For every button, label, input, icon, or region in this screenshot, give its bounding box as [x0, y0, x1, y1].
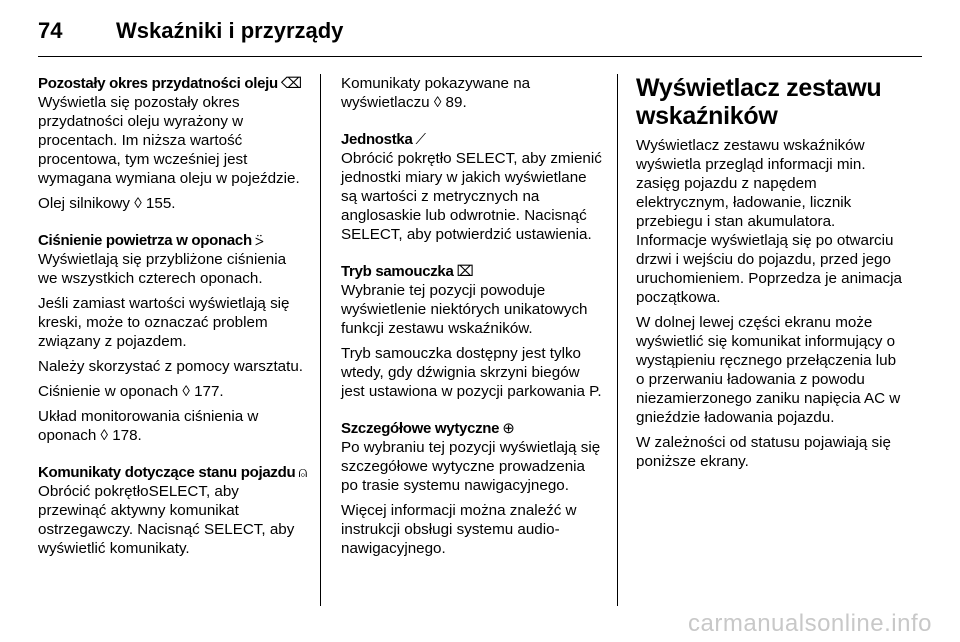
oil-can-icon: ⌫ — [280, 75, 302, 92]
unit-icon: ⟋ — [415, 131, 426, 148]
column-3 — [636, 74, 908, 477]
oil-life-heading — [38, 74, 308, 93]
tyre-pressure-heading — [38, 231, 308, 250]
turn-by-turn-heading — [341, 419, 603, 438]
vehicle-status-body: Obrócić pokrętłoSELECT, aby przewinąć aktywny komunikat ostrzegawczy. Nacisnąć SELECT, aby wyświetlić komunikaty. — [38, 483, 295, 557]
instrument-display-body-1: Wyświetlacz zestawu wskaźników wyświetla przegląd informacji min. zasięg pojazdu z napędem elektrycznym, ładowanie, licznik przebiegu i stan akumulatora. Informacje wyświetlają się po otwarciu drzwi i wejściu do pojazdu, przed jego uruchomieniem. Poprzedza je animacja początkowa. — [636, 137, 902, 306]
instrument-display-heading: Wyświetlacz zestawu wskaźników — [636, 74, 882, 130]
turn-by-turn-heading-text: Szczegółowe wytyczne — [341, 420, 500, 437]
tutorial-body-2: Tryb samouczka dostępny jest tylko wtedy, gdy dźwignia skrzyni biegów jest ustawiona w pozycji parkowania P. — [341, 345, 602, 400]
instrument-display-body-3: W zależności od statusu pojawiają się poniższe ekrany. — [636, 434, 891, 470]
header-rule — [38, 56, 922, 57]
tyre-pressure-ref-1: Ciśnienie w oponach ◊ 177. — [38, 383, 224, 400]
tyre-pressure-heading-text: Ciśnienie powietrza w oponach — [38, 232, 252, 249]
turn-by-turn-body-1: Po wybraniu tej pozycji wyświetlają się szczegółowe wytyczne prowadzenia po trasie systemu nawigacyjnego. — [341, 439, 601, 494]
unit-heading — [341, 130, 603, 149]
tyre-pressure-body-2: Jeśli zamiast wartości wyświetlają się kreski, może to oznaczać problem związany z pojazdem. — [38, 295, 290, 350]
tyre-icon: ⍩ — [254, 232, 264, 249]
navigation-icon: ⊕ — [502, 420, 515, 437]
tyre-pressure-body-3: Należy skorzystać z pomocy warsztatu. — [38, 358, 304, 375]
oil-life-ref: Olej silnikowy ◊ 155. — [38, 195, 176, 212]
column-2 — [341, 74, 603, 564]
column-1 — [38, 74, 308, 564]
unit-heading-text: Jednostka — [341, 131, 413, 148]
vehicle-status-heading — [38, 463, 308, 482]
page-title: Wskaźniki i przyrządy — [116, 18, 344, 43]
tutorial-icon: ⌧ — [456, 263, 474, 280]
oil-life-body: Wyświetla się pozostały okres przydatności oleju wyrażony w procentach. Im niższa wartość procentowa, tym wcześniej jest wymagana wymiana oleju w pojeździe. — [38, 94, 300, 187]
tyre-pressure-body-1: Wyświetlają się przybliżone ciśnienia we wszystkich czterech oponach. — [38, 251, 287, 287]
page-header — [38, 14, 343, 48]
tutorial-heading-text: Tryb samouczka — [341, 263, 454, 280]
messages-ref: Komunikaty pokazywane na wyświetlaczu ◊ 89. — [341, 75, 531, 111]
page-number: 74 — [38, 18, 63, 43]
tutorial-body-1: Wybranie tej pozycji powoduje wyświetlenie niektórych unikatowych funkcji zestawu wskaźników. — [341, 282, 588, 337]
instrument-display-body-2: W dolnej lewej części ekranu może wyświetlić się komunikat informujący o wystąpieniu ręcznego przełączenia lub o przerwaniu ładowania z powodu niezamierzonego zaniku napięcia AC w gnieździe ładowania pojazdu. — [636, 314, 901, 426]
unit-body: Obrócić pokrętło SELECT, aby zmienić jednostki miary w jakich wyświetlane są wartości z metrycznych na anglosaskie lub odwrotnie. Nacisnąć SELECT, aby potwierdzić ustawienia. — [341, 150, 602, 243]
vehicle-status-icon: ⍝ — [298, 464, 308, 481]
column-divider-2 — [617, 74, 618, 606]
column-divider-1 — [320, 74, 321, 606]
turn-by-turn-body-2: Więcej informacji można znaleźć w instrukcji obsługi systemu audio-nawigacyjnego. — [341, 502, 577, 557]
tyre-pressure-ref-2: Układ monitorowania ciśnienia w oponach ◊ 178. — [38, 408, 259, 444]
watermark: carmanualsonline.info — [688, 610, 932, 637]
tutorial-heading — [341, 262, 603, 281]
vehicle-status-heading-text: Komunikaty dotyczące stanu pojazdu — [38, 464, 296, 481]
oil-life-heading-text: Pozostały okres przydatności oleju — [38, 75, 278, 92]
